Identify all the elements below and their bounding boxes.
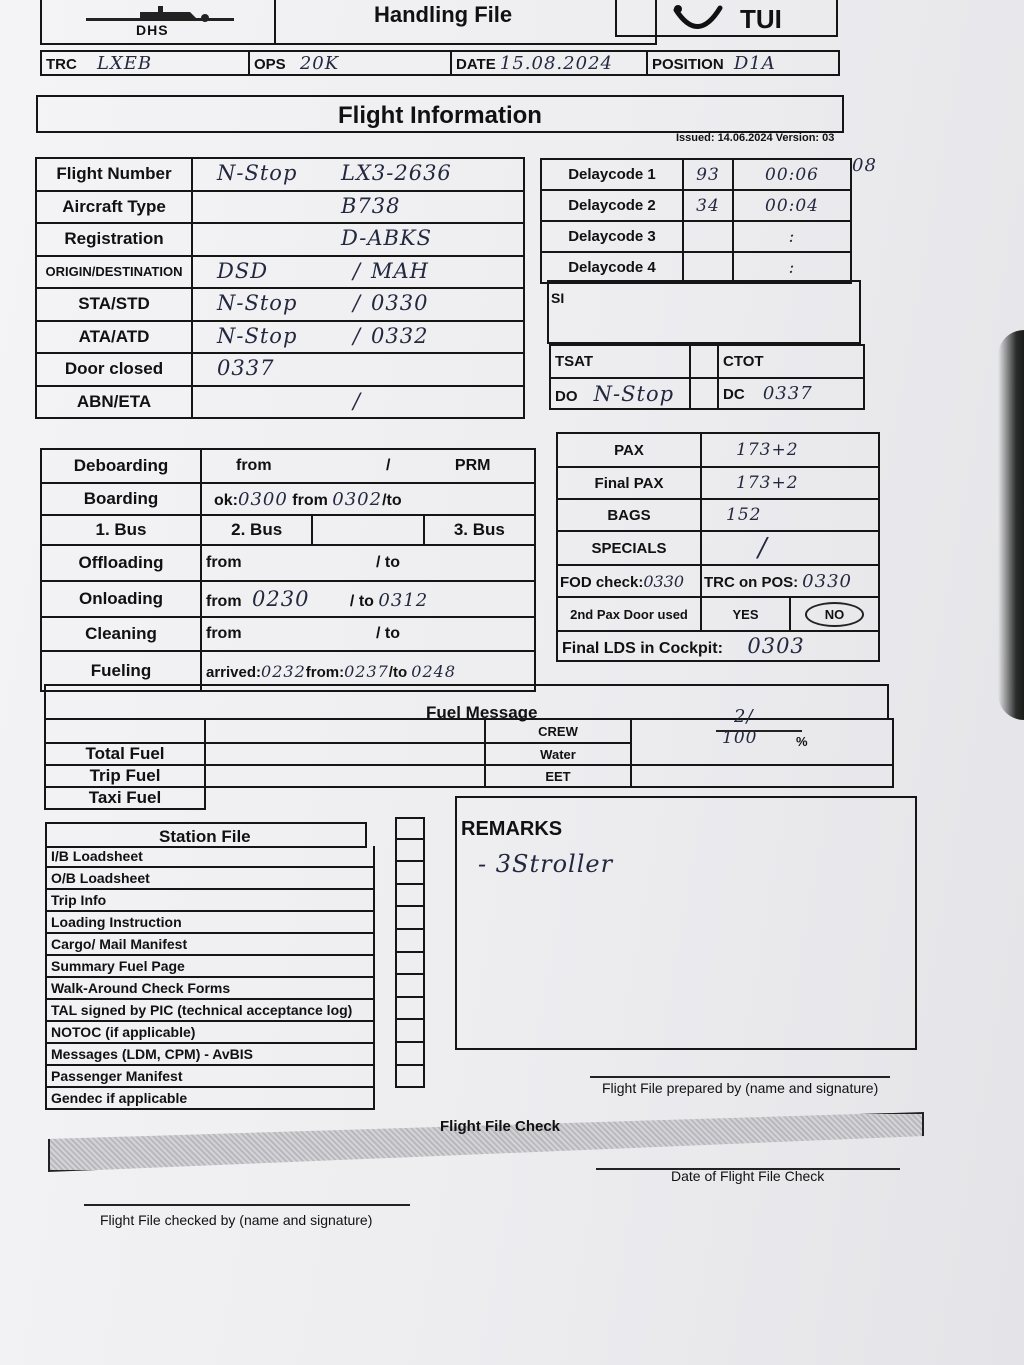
- date-label: DATE: [456, 55, 496, 73]
- offloading-to-label: / to: [376, 554, 401, 571]
- door-no-label: NO: [824, 606, 845, 622]
- flight-info-row: [36, 158, 524, 191]
- flight-info-value: 0337: [217, 356, 275, 380]
- final-lds-value: 0303: [747, 634, 805, 658]
- fueling-arrived-label: arrived:: [206, 663, 262, 681]
- pax-table: [556, 432, 880, 662]
- eet-label: EET: [545, 768, 571, 784]
- station-file-checkbox[interactable]: [395, 998, 425, 1021]
- station-file-item: [45, 846, 375, 868]
- delay-table: [540, 158, 852, 284]
- flight-info-value: N-Stop: [217, 291, 298, 315]
- station-file-checkbox[interactable]: [395, 1020, 425, 1043]
- date-check-label: Date of Flight File Check: [671, 1168, 825, 1184]
- station-file-item-label: Trip Info: [51, 892, 107, 908]
- specials-value: /: [758, 533, 768, 563]
- station-file-checkbox[interactable]: [395, 840, 425, 863]
- onloading-to-label: / to: [349, 593, 374, 610]
- station-file-checkbox[interactable]: [395, 817, 425, 840]
- water-fraction-bottom: 100: [722, 728, 758, 748]
- dc-value: 0337: [762, 383, 813, 404]
- delay-row: [541, 159, 851, 190]
- trc-on-pos-value: 0330: [802, 570, 852, 592]
- prm-label: PRM: [454, 457, 491, 474]
- station-file-item-label: Passenger Manifest: [51, 1068, 183, 1084]
- ctot-label: CTOT: [723, 353, 764, 370]
- bus3-label: 3. Bus: [453, 520, 505, 539]
- do-label: DO: [555, 387, 578, 405]
- flight-info-table: [35, 157, 525, 419]
- tsat-label: TSAT: [555, 353, 594, 370]
- flight-info-label: Door closed: [64, 359, 164, 379]
- onloading-from-value: 0230: [252, 587, 310, 611]
- specials-label: SPECIALS: [591, 539, 667, 557]
- ground-ops-table: [40, 448, 536, 692]
- remarks-label: REMARKS: [461, 818, 563, 840]
- fueling-from-value: 0237: [344, 661, 389, 681]
- fueling-from-label: from:: [305, 663, 345, 681]
- flight-info-value2: LX3-2636: [341, 161, 452, 185]
- boarding-ok-label: ok:: [214, 491, 238, 509]
- ops-label: OPS: [254, 55, 286, 73]
- flight-info-value: N-Stop: [217, 161, 298, 185]
- pax-value: 173+2: [736, 440, 799, 460]
- offloading-from-label: from: [206, 554, 242, 571]
- water-percent: %: [796, 734, 808, 749]
- flight-info-separator: /: [353, 291, 362, 315]
- prepared-signature-line: [590, 1076, 890, 1078]
- tui-brand: TUI: [740, 4, 782, 34]
- delay-label: Delaycode 4: [568, 259, 656, 276]
- bags-label: BAGS: [607, 506, 651, 524]
- trc-on-pos-label: TRC on POS:: [704, 573, 799, 591]
- flight-info-value2: 0332: [371, 323, 429, 348]
- date-value: 15.08.2024: [499, 52, 613, 74]
- flight-info-separator: /: [353, 258, 362, 283]
- dc-label: DC: [723, 386, 745, 403]
- si-box: [547, 280, 861, 344]
- flight-info-label: ATA/ATD: [78, 326, 150, 346]
- boarding-ok-value: 0300: [238, 488, 288, 510]
- ops-value: 20K: [299, 52, 340, 74]
- flight-info-label: STA/STD: [78, 294, 150, 314]
- flight-info-row: [36, 288, 524, 321]
- station-file-checkbox[interactable]: [395, 862, 425, 885]
- station-file-item: [45, 868, 375, 890]
- flight-info-value2: D-ABKS: [341, 226, 432, 250]
- delay-label: Delaycode 2: [568, 197, 656, 214]
- background-edge: [998, 330, 1024, 720]
- header-block: [40, 0, 840, 46]
- flight-info-row: [36, 353, 524, 386]
- bus1-label: 1. Bus: [95, 520, 147, 539]
- station-file-item-label: Cargo/ Mail Manifest: [51, 936, 188, 952]
- flight-file-check-label: Flight File Check: [440, 1118, 561, 1135]
- delay-label: Delaycode 3: [568, 228, 656, 245]
- flight-info-label: Flight Number: [56, 164, 172, 184]
- station-file-item: [45, 1022, 375, 1044]
- station-file-item: [45, 978, 375, 1000]
- delay-row: [541, 221, 851, 252]
- delay-label: Delaycode 1: [568, 166, 656, 183]
- flight-info-value: DSD: [217, 258, 269, 283]
- tui-smile-icon: [670, 4, 726, 36]
- form-title: Handling File: [374, 2, 513, 27]
- flight-info-row: [36, 256, 524, 289]
- flight-info-title: Flight Information: [338, 102, 542, 129]
- header-fields: [40, 50, 840, 76]
- flight-info-row: [36, 386, 524, 419]
- station-file-checkbox[interactable]: [395, 1043, 425, 1066]
- station-file-item: [45, 1044, 375, 1066]
- fuel-title: Fuel Message: [426, 703, 538, 722]
- flight-info-value: N-Stop: [217, 323, 298, 348]
- station-file-item: [45, 934, 375, 956]
- flight-info-value2: MAH: [371, 258, 429, 283]
- fueling-to-label: /to: [388, 663, 408, 681]
- flight-info-row: [36, 223, 524, 256]
- delay-code: 93: [696, 164, 720, 185]
- taxi-fuel-label: Taxi Fuel: [88, 788, 162, 807]
- prepared-by-label: Flight File prepared by (name and signature): [602, 1080, 879, 1096]
- fueling-to-value: 0248: [411, 661, 457, 681]
- station-file-item-label: Messages (LDM, CPM) - AvBIS: [51, 1046, 253, 1062]
- checked-by-label: Flight File checked by (name and signature): [100, 1212, 373, 1228]
- cleaning-label: Cleaning: [85, 624, 157, 643]
- boarding-label: Boarding: [83, 489, 159, 508]
- checked-signature-line: [84, 1204, 410, 1206]
- boarding-from-label: from: [292, 491, 328, 509]
- boarding-from-value: 0302: [332, 488, 383, 510]
- offloading-label: Offloading: [78, 553, 164, 572]
- trc-value: LXEB: [97, 52, 153, 74]
- final-pax-label: Final PAX: [594, 474, 664, 492]
- delay-row: [541, 190, 851, 221]
- station-file-checkbox[interactable]: [395, 1066, 425, 1089]
- fueling-label: Fueling: [90, 661, 152, 680]
- fod-check-value: 0330: [643, 571, 685, 591]
- delay-time: 00:06: [765, 164, 819, 185]
- onloading-from-label: from: [206, 593, 242, 610]
- cleaning-to-label: / to: [376, 625, 401, 642]
- bags-value: 152: [726, 505, 762, 525]
- station-file-item-label: Summary Fuel Page: [51, 958, 185, 974]
- station-file-item: [45, 1088, 375, 1110]
- flight-info-label: Aircraft Type: [62, 196, 166, 216]
- tsat-ctot-table: [549, 344, 865, 410]
- flight-info-row: [36, 191, 524, 224]
- second-door-label: 2nd Pax Door used: [570, 606, 688, 622]
- do-value: N-Stop: [593, 381, 675, 406]
- door-no-option[interactable]: [805, 602, 865, 627]
- bus2-label: 2. Bus: [231, 520, 283, 539]
- flight-info-label: Registration: [64, 229, 164, 249]
- station-file-item-label: Walk-Around Check Forms: [51, 980, 231, 996]
- position-value: D1A: [733, 52, 776, 74]
- remarks-text: - 3Stroller: [478, 850, 614, 878]
- flight-info-separator: /: [353, 323, 362, 348]
- flight-info-separator: /: [353, 388, 362, 413]
- station-file-item: [45, 890, 375, 912]
- onloading-to-value: 0312: [378, 590, 429, 611]
- crew-label: CREW: [538, 723, 578, 739]
- delay-code: 34: [696, 195, 720, 216]
- station-file-checkbox[interactable]: [395, 930, 425, 953]
- station-file-item: [45, 1000, 375, 1022]
- station-file-item-label: TAL signed by PIC (technical acceptance log): [51, 1002, 353, 1018]
- trip-fuel-label: Trip Fuel: [89, 766, 161, 785]
- flight-info-value2: 0330: [371, 291, 429, 315]
- final-lds-label: Final LDS in Cockpit:: [562, 640, 723, 657]
- station-file-checkbox[interactable]: [395, 907, 425, 930]
- final-pax-value: 173+2: [736, 473, 799, 493]
- station-file-item: [45, 956, 375, 978]
- deboarding-from: from: [236, 457, 272, 474]
- delay1-note: 08: [852, 155, 877, 176]
- flight-info-row: [36, 321, 524, 354]
- station-file-checkbox[interactable]: [395, 885, 425, 908]
- station-file-item-label: Loading Instruction: [51, 914, 182, 930]
- pax-label: PAX: [614, 441, 644, 459]
- station-file-title: Station File: [159, 827, 251, 846]
- cleaning-from-label: from: [206, 625, 242, 642]
- flight-info-label: ABN/ETA: [76, 391, 152, 411]
- deboarding-sep: /: [386, 457, 391, 474]
- trc-label: TRC: [46, 55, 77, 73]
- door-yes-option[interactable]: YES: [732, 606, 759, 622]
- station-file-item: [45, 1066, 375, 1088]
- issued-version: Issued: 14.06.2024 Version: 03: [676, 132, 835, 144]
- delay-row: [541, 252, 851, 283]
- deboarding-label: Deboarding: [73, 456, 169, 475]
- logo-text: DHS: [136, 22, 169, 38]
- water-label: Water: [540, 746, 576, 762]
- position-label: POSITION: [652, 55, 724, 73]
- station-file-item-label: I/B Loadsheet: [51, 848, 143, 864]
- total-fuel-label: Total Fuel: [85, 744, 165, 763]
- fueling-arrived-value: 0232: [261, 661, 306, 681]
- si-label: SI: [551, 290, 565, 306]
- fod-check-label: FOD check:: [560, 573, 644, 591]
- flight-info-label: ORIGIN/DESTINATION: [45, 264, 183, 280]
- station-file-item: [45, 912, 375, 934]
- station-file-item-label: O/B Loadsheet: [51, 870, 150, 886]
- boarding-to-label: /to: [382, 491, 402, 509]
- delay-time: :: [788, 257, 796, 278]
- onloading-label: Onloading: [78, 589, 164, 608]
- station-checkbox-column: [395, 817, 427, 1088]
- station-file-item-label: Gendec if applicable: [51, 1090, 188, 1106]
- station-file-checkbox[interactable]: [395, 953, 425, 976]
- delay-time: 00:04: [765, 195, 819, 216]
- station-file-item-label: NOTOC (if applicable): [51, 1024, 196, 1040]
- delay-time: :: [788, 226, 796, 247]
- flight-info-value2: B738: [341, 193, 401, 218]
- station-file-checkbox[interactable]: [395, 975, 425, 998]
- water-fraction-top: 2/: [734, 706, 754, 727]
